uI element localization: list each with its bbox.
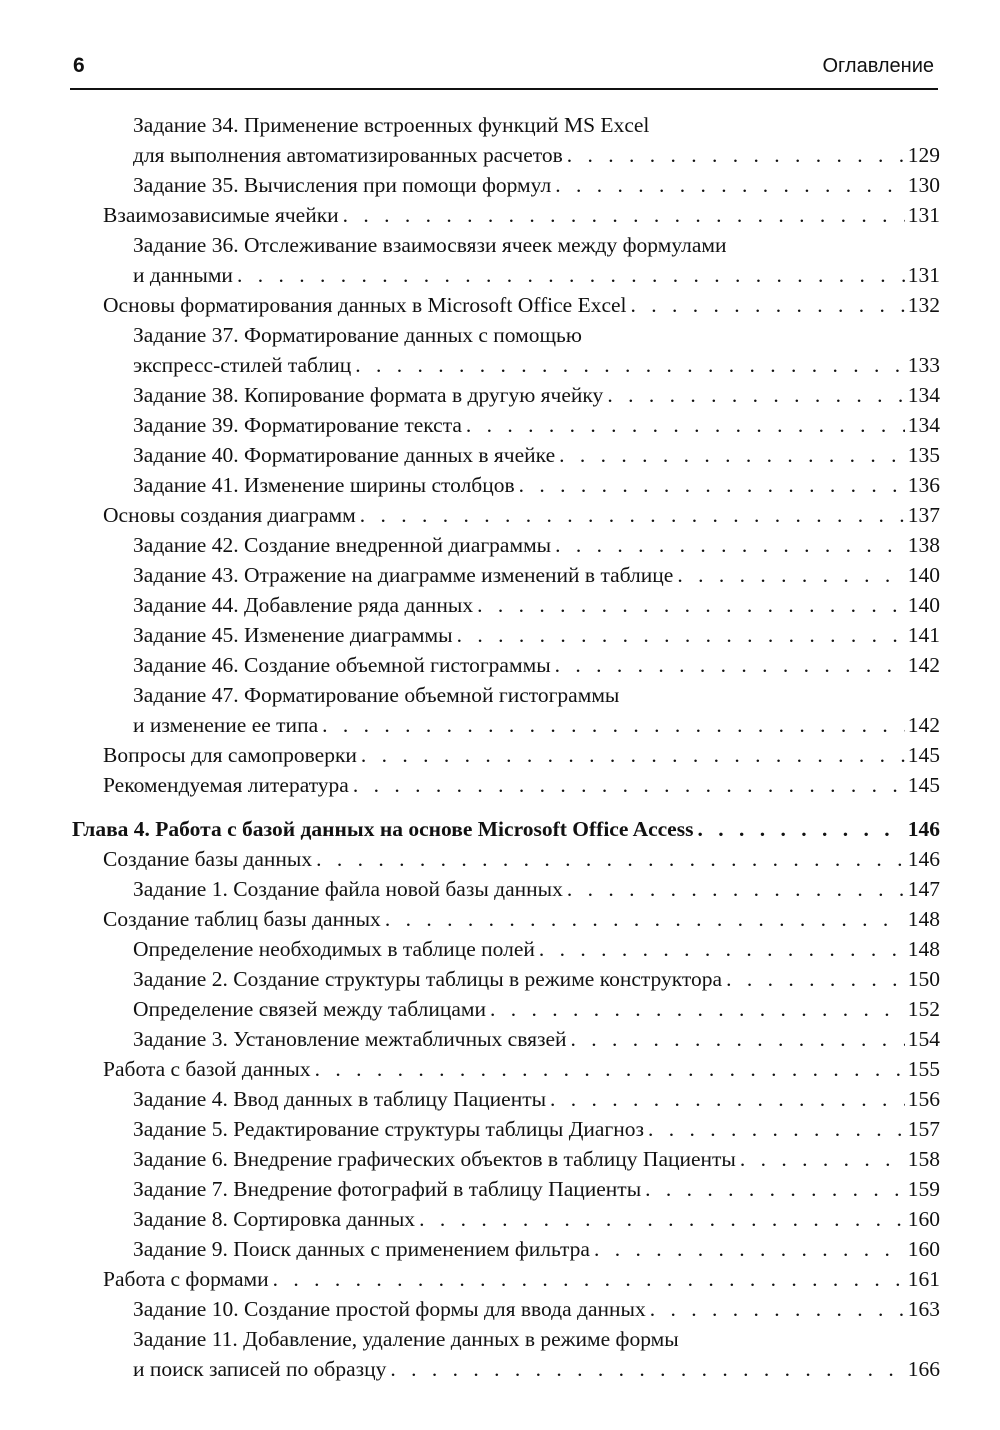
toc-page-number: 142 xyxy=(907,653,940,677)
dot-leader xyxy=(555,650,905,680)
toc-page-number: 131 xyxy=(907,203,940,227)
dot-leader xyxy=(550,1084,905,1114)
toc-entry-title: Вопросы для самопроверки xyxy=(103,743,357,767)
toc-entry-title: и данными xyxy=(133,263,233,287)
toc-entry-title: Задание 3. Установление межтабличных связей xyxy=(133,1027,567,1051)
toc-entry-title: Задание 4. Ввод данных в таблицу Пациенты xyxy=(133,1087,547,1111)
toc-page-number: 145 xyxy=(907,773,940,797)
toc-page-number: 133 xyxy=(907,353,940,377)
toc-entry-line xyxy=(133,620,940,650)
toc-entry-title: для выполнения автоматизированных расчетов xyxy=(133,143,563,167)
toc-entry-title-line1: Задание 34. Применение встроенных функций MS Excel xyxy=(133,113,650,137)
toc-subsection-entry[interactable] xyxy=(0,620,1000,650)
dot-leader xyxy=(237,260,905,290)
toc-subsection-entry[interactable] xyxy=(0,650,1000,680)
toc-subsection-entry[interactable] xyxy=(0,1354,1000,1384)
dot-leader xyxy=(490,994,905,1024)
dot-leader xyxy=(726,964,905,994)
dot-leader xyxy=(567,140,905,170)
running-title: Оглавление xyxy=(822,55,934,77)
dot-leader xyxy=(343,200,905,230)
dot-leader xyxy=(355,350,905,380)
toc-subsection-entry[interactable] xyxy=(0,964,1000,994)
toc-entry-title: Глава 4. Работа с базой данных на основе Microsoft Office Access xyxy=(72,817,694,841)
toc-page-number: 161 xyxy=(907,1267,940,1291)
toc-entry-line xyxy=(133,440,940,470)
toc-page-number: 160 xyxy=(907,1237,940,1261)
dot-leader xyxy=(607,380,904,410)
toc-section-entry[interactable] xyxy=(0,904,1000,934)
toc-entry-title: и изменение ее типа xyxy=(133,713,319,737)
toc-page-number: 142 xyxy=(907,713,940,737)
toc-entry-title: Задание 43. Отражение на диаграмме изменений в таблице xyxy=(133,563,674,587)
toc-entry-line xyxy=(133,874,940,904)
dot-leader xyxy=(645,1174,905,1204)
toc-page-number: 135 xyxy=(907,443,940,467)
toc-entry-title: Задание 40. Форматирование данных в ячейке xyxy=(133,443,556,467)
toc-page-number: 155 xyxy=(907,1057,940,1081)
toc-entry-title: Задание 41. Изменение ширины столбцов xyxy=(133,473,515,497)
toc-entry-line xyxy=(133,1114,940,1144)
dot-leader xyxy=(697,814,904,844)
dot-leader xyxy=(322,710,905,740)
toc-entry-first-line xyxy=(0,110,1000,140)
toc-page-number: 147 xyxy=(907,877,940,901)
dot-leader xyxy=(631,290,905,320)
dot-leader xyxy=(559,440,905,470)
dot-leader xyxy=(466,410,905,440)
toc-entry-title: Задание 38. Копирование формата в другую ячейку xyxy=(133,383,604,407)
toc-entry-title: Задание 5. Редактирование структуры таблицы Диагноз xyxy=(133,1117,645,1141)
toc-section-entry[interactable] xyxy=(0,1264,1000,1294)
toc-entry-line xyxy=(133,560,940,590)
toc-section-entry[interactable] xyxy=(0,200,1000,230)
toc-entry-line xyxy=(133,710,940,740)
toc-subsection-entry[interactable] xyxy=(0,590,1000,620)
toc-entry-title: Задание 10. Создание простой формы для ввода данных xyxy=(133,1297,646,1321)
toc-section-entry[interactable] xyxy=(0,290,1000,320)
toc-page-number: 146 xyxy=(907,847,940,871)
toc-entry-line xyxy=(133,1354,940,1384)
toc-section-entry[interactable] xyxy=(0,1054,1000,1084)
toc-page-number: 146 xyxy=(907,817,940,841)
toc-subsection-entry[interactable] xyxy=(0,440,1000,470)
toc-subsection-entry[interactable] xyxy=(0,470,1000,500)
toc-page-number: 140 xyxy=(907,593,940,617)
toc-page-number: 166 xyxy=(907,1357,940,1381)
page-header xyxy=(70,50,938,90)
toc-page-number: 145 xyxy=(907,743,940,767)
toc-entry-title: Задание 39. Форматирование текста xyxy=(133,413,462,437)
toc-subsection-entry[interactable] xyxy=(0,170,1000,200)
dot-leader xyxy=(571,1024,905,1054)
toc-page-number: 138 xyxy=(907,533,940,557)
dot-leader xyxy=(361,740,905,770)
toc-subsection-entry[interactable] xyxy=(0,1294,1000,1324)
dot-leader xyxy=(648,1114,905,1144)
toc-page-number: 150 xyxy=(907,967,940,991)
toc-entry-title-line1: Задание 11. Добавление, удаление данных в режиме формы xyxy=(133,1327,679,1351)
dot-leader xyxy=(385,904,905,934)
toc-entry-line xyxy=(103,500,940,530)
toc-page-number: 140 xyxy=(907,563,940,587)
toc-subsection-entry[interactable] xyxy=(0,410,1000,440)
toc-entry-title: и поиск записей по образцу xyxy=(133,1357,387,1381)
toc-entry-line xyxy=(133,530,940,560)
toc-entry-line xyxy=(133,650,940,680)
toc-entry-title: Задание 35. Вычисления при помощи формул xyxy=(133,173,552,197)
toc-entry-line xyxy=(103,904,940,934)
toc-page-number: 141 xyxy=(907,623,940,647)
toc-section-entry[interactable] xyxy=(0,844,1000,874)
toc-entry-line xyxy=(133,350,940,380)
toc-entry-line xyxy=(103,1264,940,1294)
toc-entry-line xyxy=(133,1294,940,1324)
toc-page-number: 129 xyxy=(907,143,940,167)
toc-entry-title: Рекомендуемая литература xyxy=(103,773,349,797)
toc-entry-title: Задание 1. Создание файла новой базы данных xyxy=(133,877,563,901)
toc-subsection-entry[interactable] xyxy=(0,1084,1000,1114)
dot-leader xyxy=(567,874,905,904)
dot-leader xyxy=(390,1354,904,1384)
toc-entry-title: Основы создания диаграмм xyxy=(103,503,356,527)
page-number: 6 xyxy=(73,54,85,77)
toc-page-number: 156 xyxy=(907,1087,940,1111)
toc-entry-line xyxy=(133,994,940,1024)
toc-entry-title: Задание 7. Внедрение фотографий в таблицу Пациенты xyxy=(133,1177,642,1201)
toc-subsection-entry[interactable] xyxy=(0,1234,1000,1264)
dot-leader xyxy=(555,530,905,560)
dot-leader xyxy=(555,170,905,200)
dot-leader xyxy=(740,1144,905,1174)
toc-entry-line xyxy=(133,140,940,170)
dot-leader xyxy=(273,1264,905,1294)
toc-page-number: 157 xyxy=(907,1117,940,1141)
toc-page-number: 163 xyxy=(907,1297,940,1321)
toc-chapter-entry[interactable] xyxy=(0,814,1000,844)
toc-subsection-entry[interactable] xyxy=(0,994,1000,1024)
toc-entry-line xyxy=(133,1234,940,1264)
toc-subsection-entry[interactable] xyxy=(0,1024,1000,1054)
toc-subsection-entry[interactable] xyxy=(0,140,1000,170)
toc-page-number: 132 xyxy=(907,293,940,317)
dot-leader xyxy=(539,934,905,964)
toc-entry-title: Работа с формами xyxy=(103,1267,269,1291)
toc-entry-title: Задание 46. Создание объемной гистограммы xyxy=(133,653,551,677)
toc-subsection-entry[interactable] xyxy=(0,350,1000,380)
toc-entry-line xyxy=(133,1024,940,1054)
toc-entry-first-line xyxy=(0,1324,1000,1354)
chapter-spacer xyxy=(0,800,1000,814)
toc-subsection-entry[interactable] xyxy=(0,710,1000,740)
toc-page-number: 130 xyxy=(907,173,940,197)
toc-subsection-entry[interactable] xyxy=(0,1114,1000,1144)
toc-page-number: 152 xyxy=(907,997,940,1021)
toc-subsection-entry[interactable] xyxy=(0,1174,1000,1204)
toc-subsection-entry[interactable] xyxy=(0,260,1000,290)
toc-entry-first-line xyxy=(0,680,1000,710)
toc-entry-line xyxy=(133,1174,940,1204)
toc-page-number: 137 xyxy=(907,503,940,527)
toc-page-number: 158 xyxy=(907,1147,940,1171)
toc-entry-title: Задание 8. Сортировка данных xyxy=(133,1207,416,1231)
toc-section-entry[interactable] xyxy=(0,770,1000,800)
toc-entry-line xyxy=(103,844,940,874)
toc-entry-line xyxy=(103,740,940,770)
toc-entry-line xyxy=(103,1054,940,1084)
dot-leader xyxy=(477,590,905,620)
toc-page-number: 136 xyxy=(907,473,940,497)
toc-page-number: 134 xyxy=(907,413,940,437)
toc-entry-line xyxy=(133,380,940,410)
toc-entry-title: экспресс-стилей таблиц xyxy=(133,353,352,377)
toc-entry-title: Создание базы данных xyxy=(103,847,313,871)
toc-page-number: 134 xyxy=(907,383,940,407)
toc-entry-title: Задание 6. Внедрение графических объектов в таблицу Пациенты xyxy=(133,1147,736,1171)
toc-subsection-entry[interactable] xyxy=(0,380,1000,410)
toc-entry-line xyxy=(133,410,940,440)
toc-entry-title: Задание 42. Создание внедренной диаграммы xyxy=(133,533,552,557)
toc-entry-line xyxy=(133,170,940,200)
toc-entry-title: Основы форматирования данных в Microsoft Office Excel xyxy=(103,293,627,317)
toc-section-entry[interactable] xyxy=(0,500,1000,530)
toc-entry-line xyxy=(133,1084,940,1114)
toc-subsection-entry[interactable] xyxy=(0,560,1000,590)
dot-leader xyxy=(419,1204,905,1234)
toc-entry-line xyxy=(133,590,940,620)
toc-entry-line xyxy=(133,1144,940,1174)
toc-page-number: 154 xyxy=(907,1027,940,1051)
dot-leader xyxy=(315,1054,905,1084)
dot-leader xyxy=(519,470,905,500)
toc-page-number: 160 xyxy=(907,1207,940,1231)
dot-leader xyxy=(353,770,905,800)
toc-entry-line xyxy=(103,770,940,800)
toc-entry-line xyxy=(133,934,940,964)
toc-entry-title: Взаимозависимые ячейки xyxy=(103,203,339,227)
toc-entry-first-line xyxy=(0,230,1000,260)
toc-subsection-entry[interactable] xyxy=(0,934,1000,964)
toc-entry-title: Задание 2. Создание структуры таблицы в режиме конструктора xyxy=(133,967,723,991)
toc-subsection-entry[interactable] xyxy=(0,1144,1000,1174)
toc-entry-title-line1: Задание 36. Отслеживание взаимосвязи ячеек между формулами xyxy=(133,233,727,257)
dot-leader xyxy=(650,1294,905,1324)
toc-entry-title: Определение необходимых в таблице полей xyxy=(133,937,535,961)
toc-subsection-entry[interactable] xyxy=(0,530,1000,560)
toc-entry-line xyxy=(103,200,940,230)
table-of-contents xyxy=(0,110,1000,1384)
dot-leader xyxy=(360,500,905,530)
toc-entry-line xyxy=(133,1204,940,1234)
toc-entry-line xyxy=(133,470,940,500)
dot-leader xyxy=(594,1234,905,1264)
toc-entry-title: Задание 9. Поиск данных с применением фильтра xyxy=(133,1237,590,1261)
dot-leader xyxy=(457,620,905,650)
toc-entry-line xyxy=(72,814,940,844)
toc-entry-title: Работа с базой данных xyxy=(103,1057,311,1081)
toc-entry-title: Задание 45. Изменение диаграммы xyxy=(133,623,453,647)
toc-entry-title-line1: Задание 47. Форматирование объемной гистограммы xyxy=(133,683,620,707)
toc-entry-title-line1: Задание 37. Форматирование данных с помощью xyxy=(133,323,582,347)
toc-section-entry[interactable] xyxy=(0,740,1000,770)
toc-entry-title: Задание 44. Добавление ряда данных xyxy=(133,593,474,617)
toc-entry-title: Определение связей между таблицами xyxy=(133,997,487,1021)
toc-page-number: 131 xyxy=(907,263,940,287)
toc-entry-line xyxy=(103,290,940,320)
toc-page-number: 159 xyxy=(907,1177,940,1201)
toc-page-number: 148 xyxy=(907,937,940,961)
toc-page-number: 148 xyxy=(907,907,940,931)
dot-leader xyxy=(677,560,904,590)
dot-leader xyxy=(316,844,905,874)
toc-subsection-entry[interactable] xyxy=(0,1204,1000,1234)
toc-entry-title: Создание таблиц базы данных xyxy=(103,907,381,931)
toc-entry-first-line xyxy=(0,320,1000,350)
toc-subsection-entry[interactable] xyxy=(0,874,1000,904)
toc-entry-line xyxy=(133,964,940,994)
toc-entry-line xyxy=(133,260,940,290)
